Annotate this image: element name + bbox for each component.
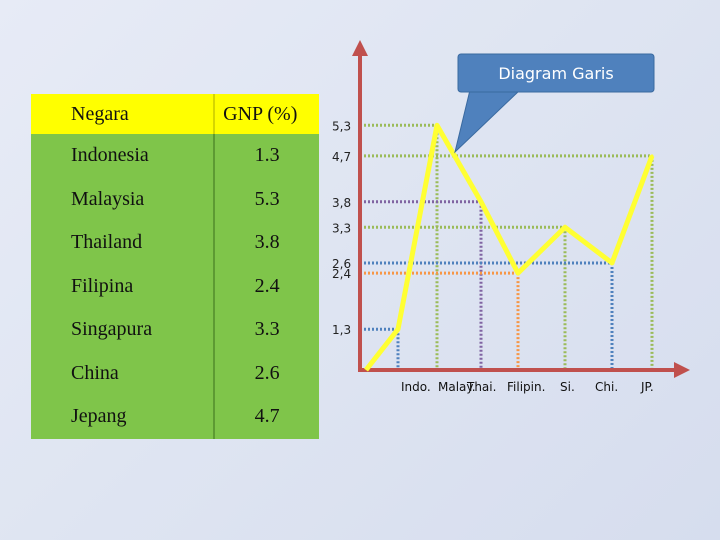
- gnp-cell: 3.8: [214, 221, 319, 265]
- data-point: [397, 328, 400, 331]
- y-tick-label: 2,4: [332, 267, 352, 282]
- x-tick-label: Indo.: [401, 380, 431, 394]
- gnp-cell: 2.4: [214, 265, 319, 309]
- y-tick-label: 1,3: [332, 323, 352, 338]
- callout-pointer: [455, 90, 520, 152]
- gnp-cell: 5.3: [214, 178, 319, 222]
- country-cell: Indonesia: [31, 134, 214, 178]
- country-cell: Filipina: [31, 265, 214, 309]
- series-line: [366, 125, 652, 370]
- country-cell: China: [31, 352, 214, 396]
- callout: [455, 54, 654, 152]
- x-tick-label: JP.: [641, 380, 654, 394]
- country-cell: Jepang: [31, 395, 214, 439]
- y-tick-label: 5,3: [332, 119, 352, 134]
- data-point: [517, 272, 520, 275]
- country-cell: Malaysia: [31, 178, 214, 222]
- y-tick-label: 4,7: [332, 149, 352, 164]
- gnp-cell: 3.3: [214, 308, 319, 352]
- x-tick-label: Chi.: [595, 380, 619, 394]
- callout-text: Diagram Garis: [498, 64, 614, 83]
- x-tick-label: Malay.: [438, 380, 476, 394]
- x-tick-labels: [401, 380, 654, 394]
- gnp-cell: 2.6: [214, 352, 319, 396]
- gnp-cell: 4.7: [214, 395, 319, 439]
- country-cell: Singapura: [31, 308, 214, 352]
- x-tick-label: Thai.: [467, 380, 497, 394]
- data-point: [611, 261, 614, 264]
- data-point: [564, 226, 567, 229]
- x-tick-label: Filipin.: [507, 380, 546, 394]
- data-point: [651, 154, 654, 157]
- y-tick-label: 3,3: [332, 221, 352, 236]
- y-tick-label: 3,8: [332, 195, 352, 210]
- data-point: [436, 124, 439, 127]
- header-gnp: GNP (%): [214, 94, 319, 134]
- x-axis-arrowhead: [674, 362, 690, 378]
- y-axis-arrowhead: [352, 40, 368, 56]
- x-tick-label: Si.: [560, 380, 575, 394]
- country-cell: Thailand: [31, 221, 214, 265]
- header-negara: Negara: [31, 94, 214, 134]
- y-tick-labels: [332, 119, 351, 337]
- data-point: [480, 200, 483, 203]
- y-tick-label: 2,6: [332, 256, 352, 271]
- gnp-cell: 1.3: [214, 134, 319, 178]
